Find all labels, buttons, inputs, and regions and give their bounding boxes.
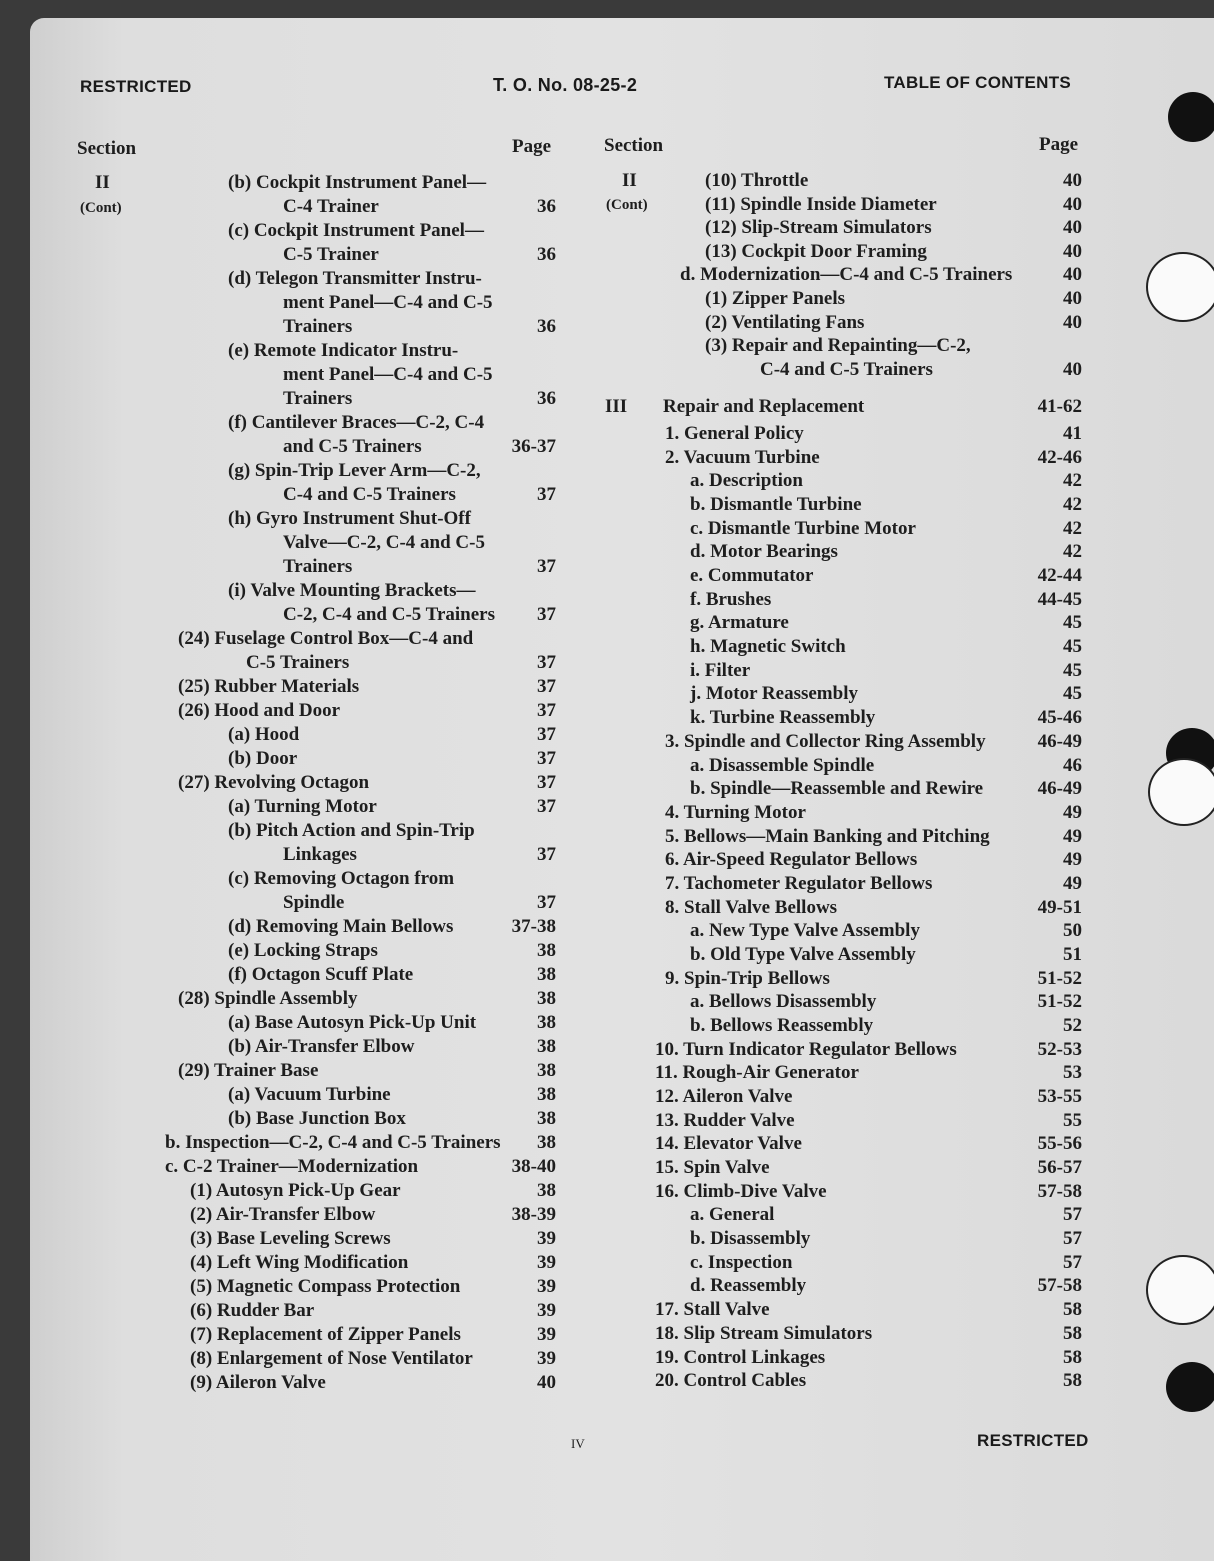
toc-entry-label: (f) Cantilever Braces—C-2, C-4: [228, 412, 485, 433]
toc-entry-label: (11) Spindle Inside Diameter: [705, 193, 937, 215]
toc-entry-label: 7. Tachometer Regulator Bellows: [665, 872, 933, 894]
toc-entry-label: g. Armature: [690, 612, 789, 634]
toc-entry: [0, 1085, 1214, 1109]
binder-hole: [1148, 758, 1214, 826]
toc-entry-page: 42: [1063, 470, 1082, 492]
toc-entry: [0, 801, 1214, 825]
toc-entry-label: (b) Cockpit Instrument Panel—: [228, 172, 487, 193]
toc-entry-label: a. New Type Valve Assembly: [690, 920, 920, 942]
header-title: TABLE OF CONTENTS: [884, 73, 1072, 92]
toc-entry-page: 44-45: [1037, 588, 1082, 610]
toc-entry-label: 4. Turning Motor: [665, 801, 806, 823]
toc-entry-page: 57-58: [1037, 1180, 1082, 1202]
toc-entry: [0, 1180, 1214, 1204]
toc-entry-label: (g) Spin-Trip Lever Arm—C-2,: [228, 460, 481, 481]
toc-entry-page: 38: [537, 1060, 556, 1081]
toc-entry-label: C-4 Trainer: [283, 196, 379, 217]
toc-entry: [0, 1274, 1214, 1298]
toc-entry: [0, 169, 1214, 193]
toc-entry: [0, 730, 1214, 754]
toc-entry-page: 45-46: [1037, 707, 1082, 729]
toc-entry: [0, 635, 1214, 659]
toc-entry-label: (d) Telegon Transmitter Instru-: [228, 268, 482, 289]
toc-entry-page: 57: [1063, 1228, 1082, 1250]
toc-entry-label: (4) Left Wing Modification: [190, 1252, 409, 1273]
toc-entry-label: f. Brushes: [690, 588, 772, 610]
toc-entry-label: (5) Magnetic Compass Protection: [190, 1276, 461, 1297]
toc-entry-page: 38: [537, 1108, 556, 1129]
toc-entry-page: 55: [1063, 1109, 1082, 1131]
toc-entry-page: 40: [1063, 264, 1082, 286]
right-section-cont: (Cont): [606, 197, 648, 213]
toc-entry-page: 42-44: [1037, 565, 1082, 587]
toc-entry-label: c. Inspection: [690, 1251, 793, 1273]
toc-entry-label: 19. Control Linkages: [655, 1346, 826, 1368]
toc-entry: [0, 358, 1214, 382]
toc-entry-page: 36: [537, 196, 556, 217]
toc-entry: [0, 1203, 1214, 1227]
toc-entry-label: 2. Vacuum Turbine: [665, 446, 820, 468]
toc-entry-label: (b) Air-Transfer Elbow: [228, 1036, 415, 1057]
toc-entry-page: 37: [537, 484, 556, 505]
toc-entry-label: (3) Repair and Repainting—C-2,: [705, 335, 971, 357]
toc-entry-page: 58: [1063, 1346, 1082, 1368]
toc-entry-page: 58: [1063, 1322, 1082, 1344]
toc-entry-label: d. Modernization—C-4 and C-5 Trainers: [680, 264, 1013, 286]
toc-entry-page: 56-57: [1037, 1157, 1082, 1179]
toc-entry-label: and C-5 Trainers: [283, 436, 422, 457]
toc-entry-label: d. Motor Bearings: [690, 541, 838, 563]
toc-entry-page: 49: [1063, 801, 1082, 823]
toc-entry-label: (9) Aileron Valve: [190, 1372, 326, 1393]
page-number: IV: [571, 1436, 585, 1451]
toc-entry-page: 39: [537, 1324, 556, 1345]
toc-entry-page: 40: [1063, 193, 1082, 215]
toc-entry-label: 15. Spin Valve: [655, 1157, 770, 1179]
toc-entry-page: 37: [537, 676, 556, 697]
toc-entry-page: 40: [1063, 311, 1082, 333]
left-section-label: Section: [77, 138, 137, 159]
toc-entry: [0, 387, 1214, 411]
toc-entry-page: 37: [537, 724, 556, 745]
toc-entry-label: 6. Air-Speed Regulator Bellows: [665, 849, 918, 871]
left-section-number: II: [95, 172, 110, 193]
toc-entry-label: 3. Spindle and Collector Ring Assembly: [665, 730, 986, 752]
toc-entry-page: 37: [537, 652, 556, 673]
toc-entry-page: 37: [537, 700, 556, 721]
toc-entry-page: 39: [537, 1348, 556, 1369]
toc-entry: [0, 1298, 1214, 1322]
toc-entry-label: a. Bellows Disassembly: [690, 991, 877, 1013]
toc-entry-label: 1. General Policy: [665, 423, 804, 444]
toc-entry-label: (1) Zipper Panels: [705, 288, 846, 309]
toc-entry-page: 40: [1063, 170, 1082, 191]
toc-entry: [0, 1132, 1214, 1156]
toc-entry: [0, 216, 1214, 240]
toc-entry-page: 45: [1063, 636, 1082, 658]
toc-entry-label: b. Spindle—Reassemble and Rewire: [690, 778, 984, 800]
toc-entry: [0, 334, 1214, 358]
toc-entry: [0, 706, 1214, 730]
toc-entry-page: 51-52: [1037, 991, 1082, 1013]
toc-entry-label: (i) Valve Mounting Brackets—: [228, 580, 476, 601]
toc-entry-page: 39: [537, 1228, 556, 1249]
right-section-number: II: [622, 170, 637, 191]
toc-entry: [0, 1322, 1214, 1346]
header-classification: RESTRICTED: [80, 77, 192, 96]
binder-hole: [1168, 92, 1214, 142]
toc-entry-label: b. Old Type Valve Assembly: [690, 943, 916, 965]
toc-entry-page: 40: [1063, 240, 1082, 262]
toc-entry-label: 17. Stall Valve: [655, 1299, 770, 1321]
toc-entry: [0, 1109, 1214, 1133]
toc-entry: [0, 990, 1214, 1014]
toc-entry-page: 46-49: [1037, 778, 1082, 800]
toc-entry-page: 37-38: [511, 916, 556, 937]
toc-entry-page: 46: [1063, 754, 1082, 776]
toc-entry-page: 36: [537, 388, 556, 409]
toc-entry-page: 53-55: [1037, 1086, 1082, 1108]
toc-entry-label: (29) Trainer Base: [178, 1060, 319, 1081]
toc-entry: [0, 848, 1214, 872]
toc-entry-page: 38: [537, 940, 556, 961]
toc-entry-label: (a) Base Autosyn Pick-Up Unit: [228, 1012, 477, 1033]
toc-entry-label: Trainers: [283, 316, 353, 337]
toc-entry-page: 42: [1063, 541, 1082, 563]
toc-entry: [0, 311, 1214, 335]
toc-entry-page: 37: [537, 748, 556, 769]
toc-entry-page: 39: [537, 1300, 556, 1321]
toc-entry-page: 57: [1063, 1251, 1082, 1273]
toc-entry-label: b. Dismantle Turbine: [690, 494, 862, 516]
toc-entry-page: 37: [537, 604, 556, 625]
toc-entry-page: 38: [537, 964, 556, 985]
toc-entry-label: Trainers: [283, 388, 353, 409]
toc-entry-label: (25) Rubber Materials: [178, 676, 360, 697]
toc-entry-label: h. Magnetic Switch: [690, 636, 846, 658]
toc-entry-label: C-5 Trainer: [283, 244, 379, 265]
toc-entry-label: C-5 Trainers: [246, 652, 350, 673]
toc-entry: [0, 446, 1214, 470]
toc-entry-label: 14. Elevator Valve: [655, 1133, 802, 1155]
toc-entry: [0, 611, 1214, 635]
toc-entry-page: 45: [1063, 612, 1082, 634]
toc-entry: [0, 493, 1214, 517]
toc-entry-page: 37: [537, 892, 556, 913]
toc-entry: [0, 1227, 1214, 1251]
section-number: III: [605, 396, 628, 417]
toc-entry-page: 55-56: [1037, 1133, 1082, 1155]
toc-entry-label: (7) Replacement of Zipper Panels: [190, 1324, 461, 1345]
toc-entry-label: (28) Spindle Assembly: [178, 988, 358, 1009]
toc-entry-page: 52-53: [1037, 1038, 1082, 1060]
toc-entry-label: 10. Turn Indicator Regulator Bellows: [655, 1038, 957, 1060]
binder-hole: [1166, 1362, 1214, 1412]
toc-entry: [0, 659, 1214, 683]
toc-entry-label: (a) Turning Motor: [228, 796, 377, 817]
toc-entry-label: (d) Removing Main Bellows: [228, 916, 454, 937]
toc-entry-label: (a) Vacuum Turbine: [228, 1084, 391, 1105]
toc-entry: [0, 588, 1214, 612]
toc-entry-label: (2) Air-Transfer Elbow: [190, 1204, 376, 1225]
toc-entry-label: (24) Fuselage Control Box—C-4 and: [178, 628, 474, 649]
toc-entry-label: Spindle: [283, 892, 345, 913]
toc-entry-page: 40: [1063, 358, 1082, 380]
toc-entry-page: 58: [1063, 1370, 1082, 1392]
toc-entry-page: 57: [1063, 1204, 1082, 1226]
toc-entry: [0, 469, 1214, 493]
toc-entry-label: b. Bellows Reassembly: [690, 1015, 874, 1036]
toc-entry-page: 36: [537, 244, 556, 265]
toc-entry-page: 53: [1063, 1062, 1082, 1084]
toc-entry-page: 42: [1063, 494, 1082, 516]
toc-entry-label: (1) Autosyn Pick-Up Gear: [190, 1180, 401, 1201]
toc-entry-page: 37: [537, 796, 556, 817]
right-section-label: Section: [604, 135, 664, 156]
toc-entry: [0, 682, 1214, 706]
toc-entry-page: 38: [537, 1036, 556, 1057]
toc-entry-label: j. Motor Reassembly: [690, 683, 858, 705]
toc-entry-page: 39: [537, 1252, 556, 1273]
toc-entry-label: (26) Hood and Door: [178, 700, 341, 721]
toc-entry-label: (10) Throttle: [705, 170, 809, 191]
toc-entry-page: 40: [1063, 288, 1082, 309]
toc-entry-label: c. C-2 Trainer—Modernization: [165, 1156, 419, 1177]
toc-entry-page: 40: [537, 1372, 556, 1393]
toc-entry-page: 49-51: [1037, 896, 1082, 918]
toc-entry-label: (h) Gyro Instrument Shut-Off: [228, 508, 471, 529]
section-title: Repair and Replacement: [663, 396, 865, 417]
toc-entry-page: 38: [537, 1180, 556, 1201]
toc-entry-page: 52: [1063, 1015, 1082, 1036]
toc-entry-label: 13. Rudder Valve: [655, 1109, 795, 1131]
toc-entry: [0, 1251, 1214, 1275]
toc-entry: [0, 1061, 1214, 1085]
toc-entry: [0, 517, 1214, 541]
toc-entry-page: 50: [1063, 920, 1082, 942]
toc-entry: [0, 967, 1214, 991]
toc-entry-label: 18. Slip Stream Simulators: [655, 1322, 873, 1344]
toc-entry-label: (e) Locking Straps: [228, 940, 378, 961]
toc-entry: [0, 1014, 1214, 1038]
toc-entry-label: 20. Control Cables: [655, 1370, 807, 1392]
toc-entry-label: (2) Ventilating Fans: [705, 311, 865, 333]
footer-classification: RESTRICTED: [977, 1431, 1089, 1450]
toc-entry: [0, 825, 1214, 849]
toc-entry-page: 38-39: [511, 1204, 556, 1225]
toc-entry-label: ment Panel—C-4 and C-5: [283, 292, 493, 313]
toc-entry: [0, 1346, 1214, 1370]
toc-entry-label: (c) Removing Octagon from: [228, 868, 455, 889]
toc-entry-page: 36-37: [511, 436, 556, 457]
toc-entry-page: 51: [1063, 943, 1082, 965]
toc-entry: [0, 564, 1214, 588]
toc-entry-label: 11. Rough-Air Generator: [655, 1062, 859, 1084]
toc-entry-page: 38-40: [511, 1156, 556, 1177]
toc-entry: [0, 943, 1214, 967]
toc-entry: [0, 422, 1214, 446]
binder-hole: [1146, 252, 1214, 322]
toc-entry-label: Linkages: [283, 844, 357, 865]
toc-entry-label: (a) Hood: [228, 724, 300, 745]
toc-entry-page: 49: [1063, 849, 1082, 871]
right-page-label: Page: [1039, 134, 1079, 155]
toc-entry-page: 51-52: [1037, 967, 1082, 989]
toc-entry-label: k. Turbine Reassembly: [690, 707, 876, 729]
toc-entry: [0, 896, 1214, 920]
toc-entry-label: (f) Octagon Scuff Plate: [228, 964, 414, 985]
toc-entry-label: C-4 and C-5 Trainers: [760, 358, 933, 380]
toc-entry: [0, 287, 1214, 311]
toc-entry-label: (27) Revolving Octagon: [178, 772, 370, 793]
toc-entry-label: 9. Spin-Trip Bellows: [665, 967, 830, 989]
toc-entry-label: (12) Slip-Stream Simulators: [705, 217, 932, 239]
toc-entry: [0, 1038, 1214, 1062]
toc-entry-page: 38: [537, 1084, 556, 1105]
toc-entry: [0, 919, 1214, 943]
toc-entry: [0, 263, 1214, 287]
toc-entry-page: 38: [537, 1132, 556, 1153]
section-pages: 41-62: [1037, 396, 1082, 417]
toc-entry: [0, 777, 1214, 801]
toc-entry: [0, 1369, 1214, 1393]
toc-entry-page: 37: [537, 772, 556, 793]
toc-entry-label: 16. Climb-Dive Valve: [655, 1180, 827, 1202]
toc-entry-label: a. Disassemble Spindle: [690, 754, 875, 776]
toc-entry-page: 42: [1063, 517, 1082, 539]
toc-entry-label: C-2, C-4 and C-5 Trainers: [283, 604, 495, 625]
toc-entry-label: (8) Enlargement of Nose Ventilator: [190, 1348, 473, 1369]
toc-entry: [0, 540, 1214, 564]
toc-entry: [0, 754, 1214, 778]
toc-entry-page: 49: [1063, 825, 1082, 847]
toc-entry-page: 40: [1063, 217, 1082, 239]
toc-entry-label: 5. Bellows—Main Banking and Pitching: [665, 825, 990, 847]
toc-entry-page: 45: [1063, 659, 1082, 681]
toc-entry-label: d. Reassembly: [690, 1275, 807, 1297]
left-page-label: Page: [512, 136, 552, 157]
toc-entry-label: a. Description: [690, 470, 803, 492]
toc-entry-page: 36: [537, 316, 556, 337]
toc-entry-label: (b) Pitch Action and Spin-Trip: [228, 820, 475, 841]
toc-entry-page: 57-58: [1037, 1275, 1082, 1297]
binder-hole: [1146, 1255, 1214, 1325]
toc-entry: [0, 1156, 1214, 1180]
toc-entry-label: e. Commutator: [690, 565, 814, 587]
toc-entry-page: 39: [537, 1276, 556, 1297]
toc-entry-page: 38: [537, 988, 556, 1009]
toc-entry-label: (6) Rudder Bar: [190, 1300, 315, 1321]
toc-entry-page: 37: [537, 844, 556, 865]
toc-entry: [0, 193, 1214, 217]
toc-entry-label: (b) Door: [228, 748, 298, 769]
toc-entry-label: i. Filter: [690, 659, 751, 681]
toc-entry: [0, 872, 1214, 896]
toc-entry-label: a. General: [690, 1204, 775, 1226]
toc-entry-page: 49: [1063, 872, 1082, 894]
toc-entry-label: b. Disassembly: [690, 1228, 811, 1250]
toc-entry-label: (3) Base Leveling Screws: [190, 1228, 391, 1249]
toc-entry-label: Trainers: [283, 556, 353, 577]
toc-entry-page: 45: [1063, 683, 1082, 705]
toc-entry-label: Valve—C-2, C-4 and C-5: [283, 532, 485, 553]
toc-entry-label: 8. Stall Valve Bellows: [665, 896, 838, 918]
toc-entry-page: 42-46: [1037, 446, 1082, 468]
toc-entry-page: 37: [537, 556, 556, 577]
toc-entry-label: C-4 and C-5 Trainers: [283, 484, 456, 505]
header-to-number: T. O. No. 08-25-2: [493, 75, 638, 95]
toc-entry-page: 41: [1063, 423, 1082, 444]
toc-entry-page: 46-49: [1037, 730, 1082, 752]
toc-entry-label: (13) Cockpit Door Framing: [705, 240, 927, 262]
left-section-cont: (Cont): [80, 200, 122, 216]
toc-entry-label: (b) Base Junction Box: [228, 1108, 406, 1129]
toc-entry-page: 38: [537, 1012, 556, 1033]
toc-entry-label: c. Dismantle Turbine Motor: [690, 517, 916, 539]
toc-entry-label: 12. Aileron Valve: [655, 1086, 793, 1108]
toc-entry-label: ment Panel—C-4 and C-5: [283, 364, 493, 385]
toc-entry-page: 58: [1063, 1299, 1082, 1321]
toc-entry-label: b. Inspection—C-2, C-4 and C-5 Trainers: [165, 1132, 501, 1153]
toc-entry-label: (c) Cockpit Instrument Panel—: [228, 220, 484, 241]
toc-entry-label: (e) Remote Indicator Instru-: [228, 340, 459, 361]
toc-entry: [0, 240, 1214, 264]
